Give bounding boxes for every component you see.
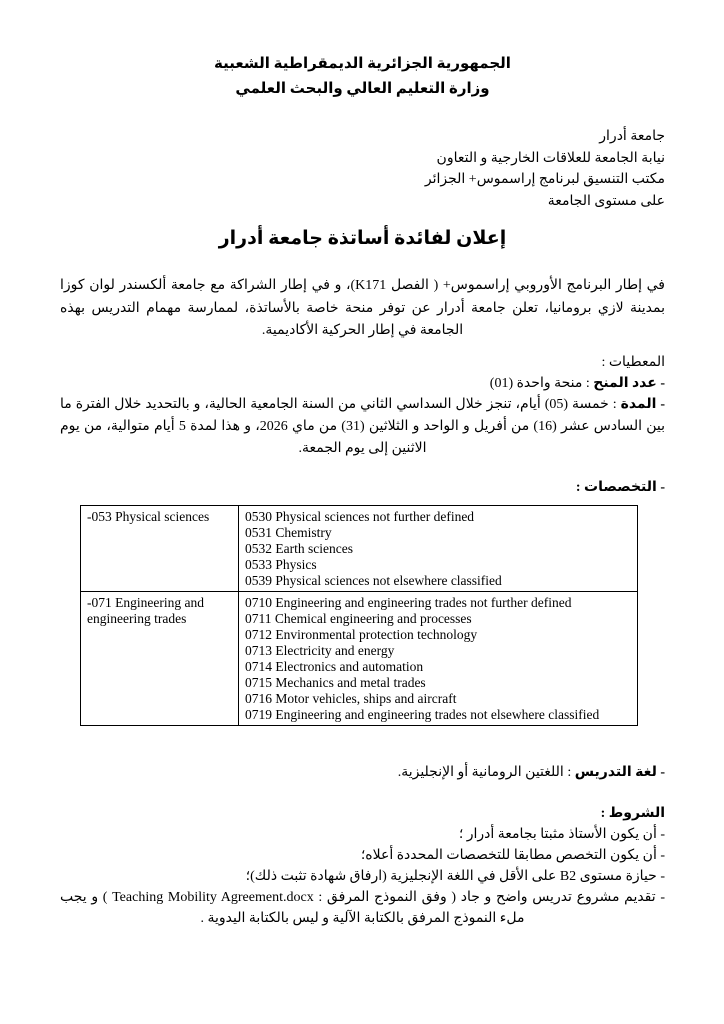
category-cell-physical-sciences: -053 Physical sciences <box>81 505 239 591</box>
item-line: 0712 Environmental protection technology <box>245 626 478 642</box>
item-line: 0716 Motor vehicles, ships and aircraft <box>245 690 457 706</box>
conditions-heading: الشروط : <box>600 805 665 821</box>
item-line: 0715 Mechanics and metal trades <box>245 674 426 690</box>
republic-header-line: الجمهورية الجزائرية الديمقراطية الشعبية <box>214 56 511 72</box>
teaching-language-value: : اللغتين الرومانية أو الإنجليزية. <box>397 764 575 780</box>
teaching-language-label: - لغة التدريس <box>574 764 665 780</box>
item-line: 0713 Electricity and energy <box>245 642 395 658</box>
item-line: 0531 Chemistry <box>245 524 332 540</box>
ministry-header-line: وزارة التعليم العالي والبحث العلمي <box>235 81 490 97</box>
teaching-language-line <box>60 762 665 783</box>
org-block <box>60 126 665 212</box>
item-line: 0711 Chemical engineering and processes <box>245 610 472 626</box>
items-cell-engineering <box>239 591 638 725</box>
condition-item-english-level: - حيازة مستوى B2 على الأقل في اللغة الإنجليزية (ارفاق شهادة تثبت ذلك)؛ <box>245 868 665 884</box>
table-row-physical-sciences <box>81 505 638 591</box>
grants-count-line <box>60 373 665 394</box>
table-row-engineering <box>81 591 638 725</box>
item-line: 0533 Physics <box>245 556 317 572</box>
condition-item-specialization-match: - أن يكون التخصص مطابقا للتخصصات المحددة أعلاه؛ <box>360 847 665 863</box>
grants-count-label: - عدد المنح <box>593 375 665 391</box>
item-line: 0539 Physical sciences not elsewhere classified <box>245 572 502 588</box>
org-line-university-level: على مستوى الجامعة <box>547 193 665 209</box>
specializations-table <box>80 505 638 726</box>
org-line-vice-rectorate: نيابة الجامعة للعلاقات الخارجية و التعاون <box>436 150 665 166</box>
grants-count-value: : منحة واحدة (01) <box>489 375 594 391</box>
intro-paragraph: في إطار البرنامج الأوروبي إراسموس+ ( الفصل K171)، و في إطار الشراكة مع جامعة ألكسندر لوان كوزا بمدينة لازي برومانيا، تعلن جامعة أدرار عن توفر منحة خاصة بالأساتذة، لممارسة مهمام التدريس بهذه الجامعة في إطار الحركية الأكاديمية. <box>60 278 665 338</box>
item-line: 0714 Electronics and automation <box>245 658 424 674</box>
org-line-university: جامعة أدرار <box>599 129 665 144</box>
specializations-heading: - التخصصات : <box>575 479 665 495</box>
duration-line <box>60 394 665 460</box>
republic-header <box>60 52 665 102</box>
data-section-heading: المعطيات : <box>601 354 665 370</box>
duration-value: : خمسة (05) أيام، تنجز خلال السداسي الثاني من السنة الجامعية الحالية، و بالتحديد خلال الفترة ما بين السادس عشر (16) من أفريل و الواحد و الثلاثين (31) من ماي 2026، و هذا لمدة 5 أيام متوالية، من يوم الاثنين إلى يوم الجمعة. <box>60 396 665 456</box>
items-cell-physical-sciences <box>239 505 638 591</box>
condition-item-tenure: - أن يكون الأستاذ مثبتا بجامعة أدرار ؛ <box>458 826 665 842</box>
category-cell-engineering: -071 Engineering and engineering trades <box>81 591 239 725</box>
condition-item-teaching-project: - تقديم مشروع تدريس واضح و جاد ( وفق النموذج المرفق : Teaching Mobility Agreement.docx ) و يجب ملء النموذج المرفق بالكتابة الآلية و ليس بالكتابة اليدوية . <box>60 889 665 926</box>
page-title: إعلان لفائدة أساتذة جامعة أدرار <box>218 228 507 249</box>
duration-label: - المدة <box>620 396 665 412</box>
item-line: 0532 Earth sciences <box>245 540 353 556</box>
item-line: 0719 Engineering and engineering trades not elsewhere classified <box>245 706 600 722</box>
org-line-erasmus-office: مكتب التنسيق لبرنامج إراسموس+ الجزائر <box>424 172 665 187</box>
item-line: 0530 Physical sciences not further defined <box>245 508 475 524</box>
item-line: 0710 Engineering and engineering trades not further defined <box>245 594 572 610</box>
